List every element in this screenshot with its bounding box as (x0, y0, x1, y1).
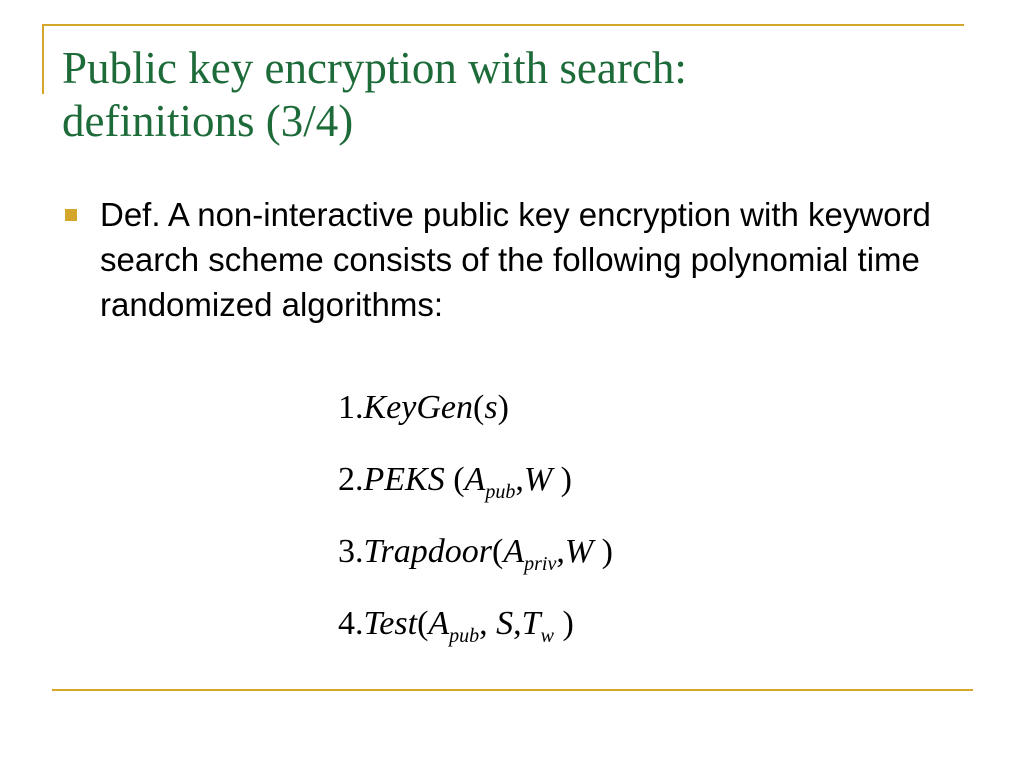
algorithm-item (338, 378, 613, 450)
open-paren: ( (473, 389, 485, 426)
algorithm-number: 3. (338, 533, 364, 570)
open-paren: ( (453, 461, 465, 498)
algorithm-item: $4.Test(A_{pub}$, $S,T_w$ ) (338, 605, 574, 647)
arg-base: T (521, 605, 541, 642)
close-paren: ) (560, 461, 572, 498)
algorithm-number: 1. (338, 389, 364, 426)
left-rule (42, 24, 44, 94)
algorithm-item: $3.Trapdoor(A_{priv},W$ ) (338, 533, 613, 575)
arg-subscript: pub (449, 625, 480, 647)
arg-base: A (428, 605, 450, 642)
open-paren: ( (492, 533, 504, 570)
algorithm-name: Trapdoor (363, 533, 492, 570)
algorithm-list (338, 378, 613, 666)
arg-base: A (464, 461, 486, 498)
algorithm-name: Test (363, 605, 418, 642)
arg-base: s (484, 389, 498, 426)
bottom-rule (52, 689, 973, 691)
close-paren: ) (497, 389, 509, 426)
close-paren: ) (601, 533, 613, 570)
algorithm-number: 4. (338, 605, 364, 642)
arg-base: W (564, 533, 594, 570)
open-paren: ( (417, 605, 429, 642)
title-line-1: Public key encryption with search: (62, 43, 687, 93)
algorithm-number: 2. (338, 461, 364, 498)
bullet-item (62, 192, 942, 327)
arg-base: W (523, 461, 553, 498)
algorithm-item: 2.PEKS ($A_{pub},W$ ) (338, 461, 572, 503)
arg-base: S (496, 605, 514, 642)
bullet-square-icon (65, 209, 77, 221)
bullet-text: Def. A non-interactive public key encryption with keyword search scheme consists of the following polynomial time randomized algorithms: (100, 196, 931, 323)
arg-subscript: priv (524, 553, 557, 575)
slide-title (62, 42, 962, 148)
arg-subscript: w (540, 625, 554, 647)
arg-subscript: pub (485, 481, 516, 503)
title-line-2: definitions (3/4) (62, 96, 354, 146)
close-paren: ) (562, 605, 574, 642)
top-rule (42, 24, 964, 26)
algorithm-name: KeyGen (363, 389, 474, 426)
arg-base: A (503, 533, 525, 570)
algorithm-name: PEKS (363, 461, 445, 498)
